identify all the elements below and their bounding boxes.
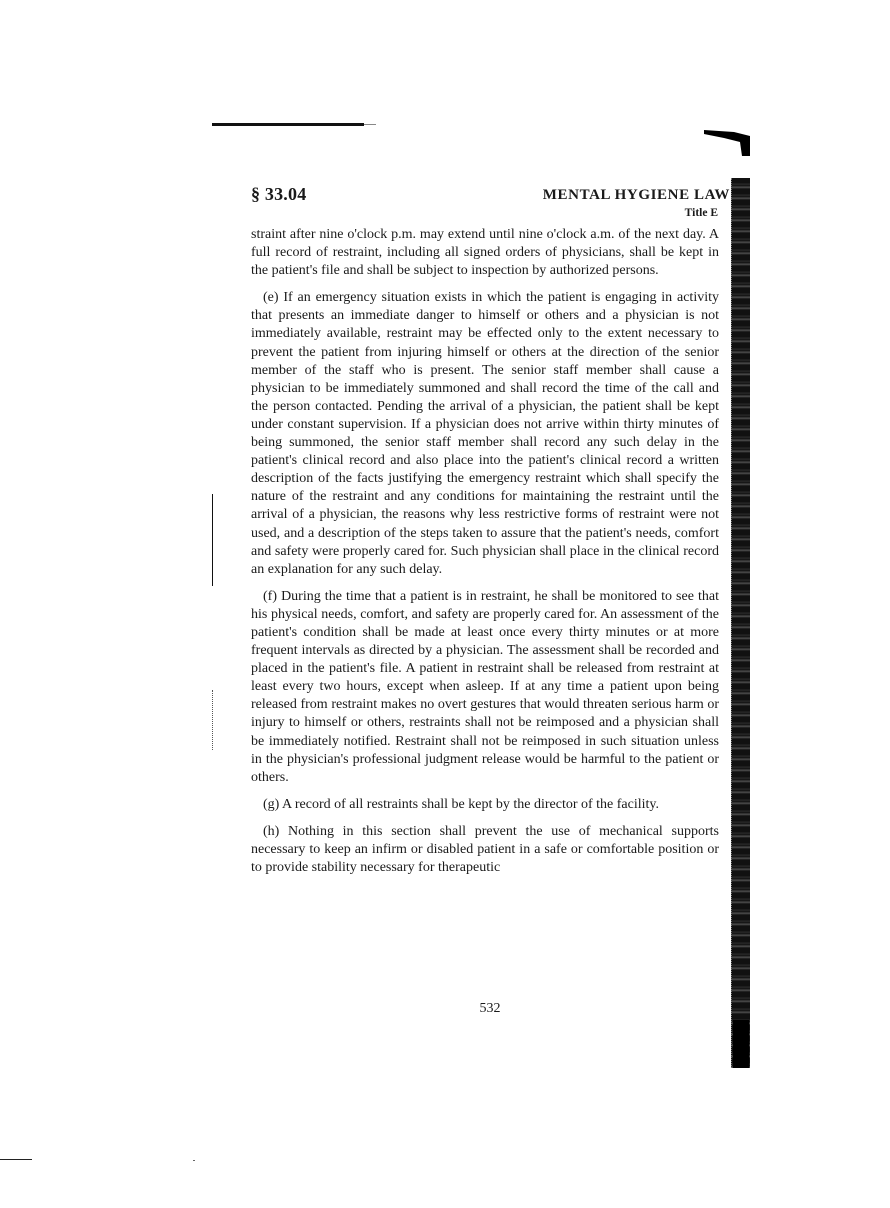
paragraph-subsection-e: (e) If an emergency situation exists in which the patient is engaging in activity that presents an immediate danger to himself or others and a physician is not immediately available, restraint may be effected only to the extent necessary to prevent the patient from injuring himself or others at the direction of the senior member of the staff who is present. The senior staff member shall cause a physician to be immediately summoned and shall record the time of the call and the person contacted. Pending the arrival of a physician, the patient shall be kept under constant supervision. If a physician does not arrive within thirty minutes of being summoned, the senior staff member shall record any such delay in the patient's clinical record and also place into the patient's clinical record a written description of the facts justifying the emergency restraint which shall specify the nature of the restraint and any conditions for maintaining the restraint until the arrival of a physician, the reasons why less restrictive forms of restraint were not used, and a description of the steps taken to assure that the patient's needs, comfort and safety were properly cared for. Such physician shall place in the clinical record an explanation for any such delay.: [251, 290, 719, 577]
paragraph-subsection-h: (h) Nothing in this section shall prevent the use of mechanical supports necessary to keep an infirm or disabled patient in a safe or comfortable position or to provide stability necessary for therapeutic: [251, 823, 719, 876]
binding-edge-shadow: [731, 178, 750, 1068]
section-number: § 33.04: [251, 184, 307, 204]
top-rule: [212, 123, 364, 126]
binding-corner-mark: [704, 130, 750, 156]
margin-dots: [212, 690, 214, 750]
margin-line: [212, 494, 213, 586]
page-number: 532: [479, 1001, 501, 1016]
paragraph-continuation: straint after nine o'clock p.m. may extend until nine o'clock a.m. of the next day. A full record of restraint, including all signed orders of physicians, shall be kept in the patient's file and shall be subject to inspection by authorized persons.: [251, 227, 719, 279]
top-rule-fade: [364, 124, 376, 125]
scan-artifact-line: [0, 1159, 32, 1160]
binding-edge-base: [733, 1020, 749, 1068]
body-text: [251, 226, 719, 886]
title-label: Title E: [684, 207, 718, 219]
scan-artifact-dot: [193, 1160, 195, 1161]
paragraph-subsection-g: (g) A record of all restraints shall be kept by the director of the facility.: [263, 796, 660, 812]
running-head: MENTAL HYGIENE LAW: [542, 187, 730, 203]
paragraph-subsection-f: (f) During the time that a patient is in restraint, he shall be monitored to see that his physical needs, comfort, and safety are properly cared for. An assessment of the patient's condition shall be made at least once every thirty minutes or at more frequent intervals as directed by a physician. The assessment shall be recorded and placed in the patient's file. A patient in restraint shall be released from restraint at least every two hours, except when asleep. If at any time a patient upon being released from restraint makes no overt gestures that would threaten serious harm or injury to himself or others, restraints shall not be reimposed and a physician shall be immediately notified. Restraint shall not be reimposed in such situation unless in the physician's professional judgment release would be harmful to the patient or others.: [251, 588, 719, 785]
